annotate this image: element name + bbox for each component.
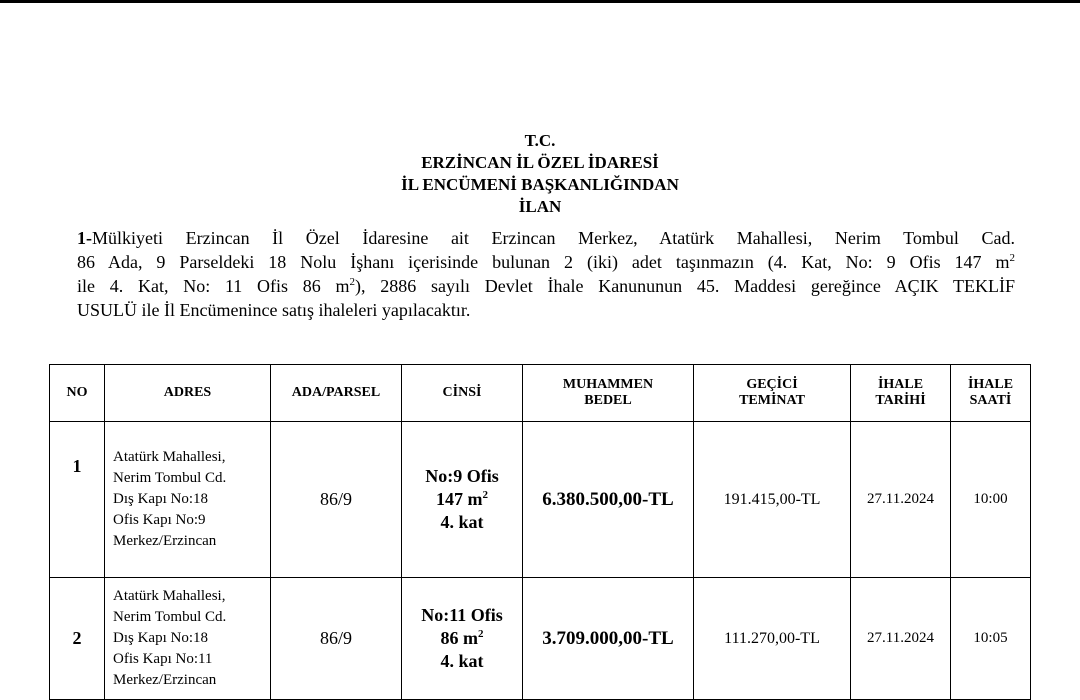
row-deposit: 191.415,00-TL [694, 422, 851, 578]
paragraph-line-3: ile 4. Kat, No: 11 Ofis 86 $m^2$), 2886 sayılı Devlet İhale Kanununun 45. Maddesi gereğince AÇIK TEKLİF [77, 276, 1016, 296]
paragraph-line-1: 1-Mülkiyeti Erzincan İl Özel İdaresine ait Erzincan Merkez, Atatürk Mahallesi, Nerim Tombul Cad. [77, 228, 1015, 248]
row-estimated-price: 6.380.500,00-TL [523, 422, 694, 578]
table-row [50, 422, 1031, 578]
row-estimated-price: 3.709.000,00-TL [523, 578, 694, 700]
paragraph-line-2: 86 Ada, 9 Parseldeki 18 Nolu İşhanı içerisinde bulunan 2 (iki) adet taşınmazın (4. Kat, No: 9 Ofis 147 $m^2$ [77, 252, 1015, 272]
header-auction-date: İHALE TARİHİ [851, 365, 951, 422]
superscript: 2 [1009, 252, 1015, 264]
heading-tc: T.C. [524, 131, 556, 150]
row-number: 1 [50, 422, 105, 578]
header-type: CİNSİ [402, 365, 523, 422]
row-parcel: 86/9 [271, 422, 402, 578]
row-type: No:9 Ofis 147 $m^2$ 4. kat [402, 422, 523, 578]
row-parcel: 86/9 [271, 578, 402, 700]
notice-heading [0, 130, 1080, 218]
header-address: ADRES [105, 365, 271, 422]
header-no: NO [50, 365, 105, 422]
heading-council: İL ENCÜMENİ BAŞKANLIĞINDAN [401, 175, 679, 194]
row-address: Atatürk Mahallesi, Nerim Tombul Cd. Dış Kapı No:18 Ofis Kapı No:9 Merkez/Erzincan [105, 422, 271, 578]
header-deposit: GEÇİCİ TEMİNAT [694, 365, 851, 422]
notice-paragraph [77, 226, 1015, 322]
row-number: 2 [50, 578, 105, 700]
heading-ilan: İLAN [518, 197, 562, 216]
auction-table [49, 364, 1031, 700]
table-row [50, 578, 1031, 700]
paragraph-line-4: USULÜ ile İl Encümenince satış ihaleleri yapılacaktır. [77, 300, 471, 320]
row-auction-time: 10:05 [951, 578, 1031, 700]
heading-institution: ERZİNCAN İL ÖZEL İDARESİ [421, 153, 659, 172]
header-estimated-price: MUHAMMEN BEDEL [523, 365, 694, 422]
paragraph-number: 1- [77, 228, 92, 248]
row-auction-time: 10:00 [951, 422, 1031, 578]
row-address: Atatürk Mahallesi, Nerim Tombul Cd. Dış Kapı No:18 Ofis Kapı No:11 Merkez/Erzincan [105, 578, 271, 700]
header-auction-time: İHALE SAATİ [951, 365, 1031, 422]
top-border [0, 0, 1080, 3]
superscript: 2 [349, 276, 356, 288]
row-type: No:11 Ofis 86 $m^2$ 4. kat [402, 578, 523, 700]
row-deposit: 111.270,00-TL [694, 578, 851, 700]
row-auction-date: 27.11.2024 [851, 578, 951, 700]
table-header-row [50, 365, 1031, 422]
header-parcel: ADA/PARSEL [271, 365, 402, 422]
row-auction-date: 27.11.2024 [851, 422, 951, 578]
